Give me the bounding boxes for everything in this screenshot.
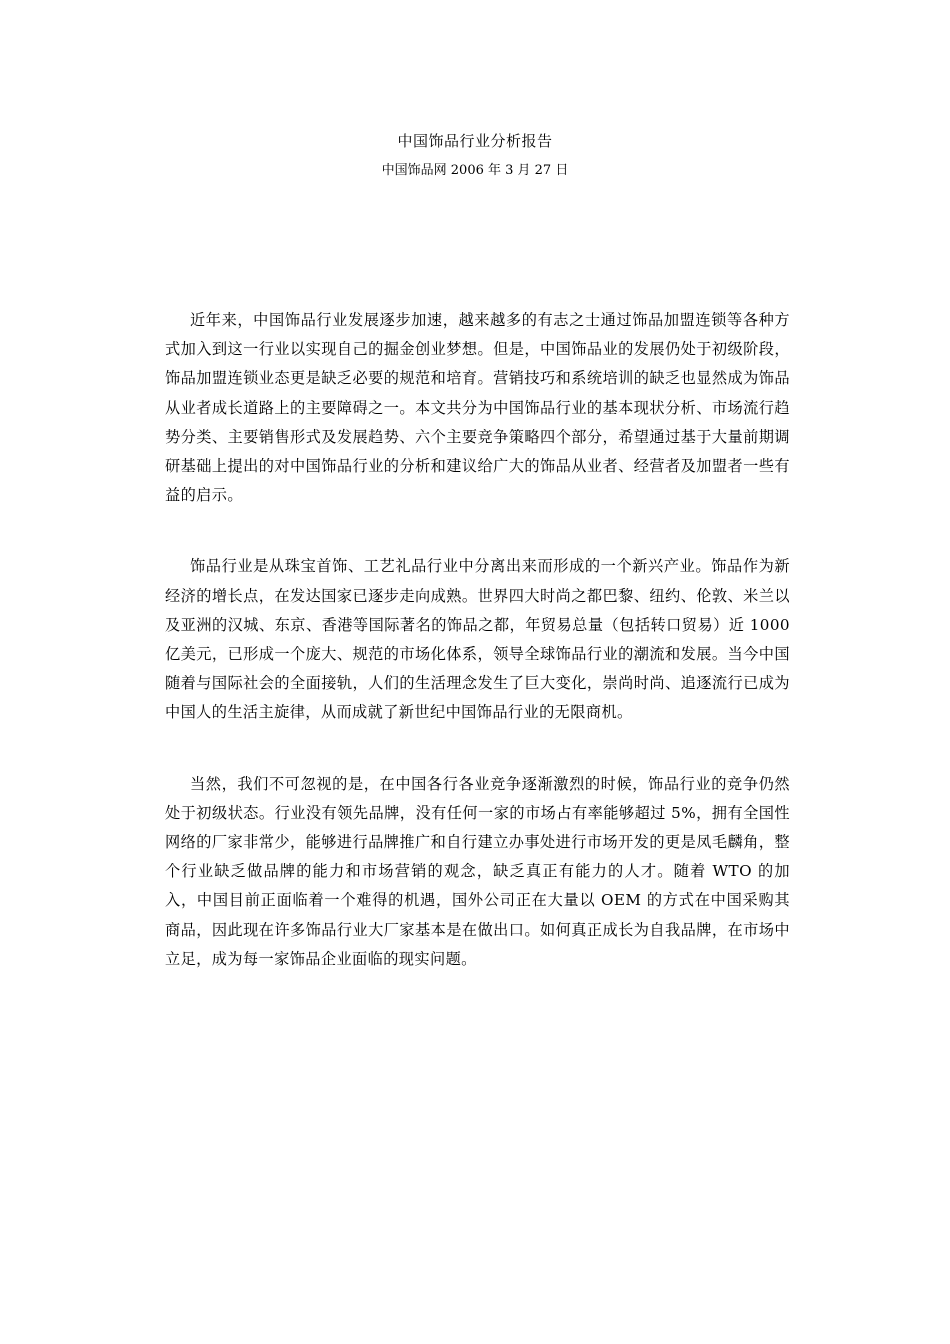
body-paragraph: 当然，我们不可忽视的是，在中国各行各业竞争逐渐激烈的时候，饰品行业的竞争仍然处于初级状态。行业没有领先品牌，没有任何一家的市场占有率能够超过 5%，拥有全国性网络的厂家非常少，能够进行品牌推广和自行建立办事处进行市场开发的更是凤毛麟角，整个行业缺乏做品牌的能力和市场营销的观念，缺乏真正有能力的人才。随着 WTO 的加入，中国目前正面临着一个难得的机遇，国外公司正在大量以 OEM 的方式在中国采购其商品，因此现在许多饰品行业大厂家基本是在做出口。如何真正成长为自我品牌，在市场中立足，成为每一家饰品企业面临的现实问题。 <box>165 774 790 968</box>
body-paragraph: 饰品行业是从珠宝首饰、工艺礼品行业中分离出来而形成的一个新兴产业。饰品作为新经济的增长点，在发达国家已逐步走向成熟。世界四大时尚之都巴黎、纽约、伦敦、米兰以及亚洲的汉城、东京、香港等国际著名的饰品之都，年贸易总量（包括转口贸易）近 1000 亿美元，已形成一个庞大、规范的市场化体系，领导全球饰品行业的潮流和发展。当今中国随着与国际社会的全面接轨，人们的生活理念发生了巨大变化，崇尚时尚、追逐流行已成为中国人的生活主旋律，从而成就了新世纪中国饰品行业的无限商机。 <box>165 557 790 722</box>
document-title: 中国饰品行业分析报告 <box>397 132 553 150</box>
document-byline: 中国饰品网 2006 年 3 月 27 日 <box>381 163 569 178</box>
body-paragraph: 近年来，中国饰品行业发展逐步加速，越来越多的有志之士通过饰品加盟连锁等各种方式加入到这一行业以实现自己的掘金创业梦想。但是，中国饰品业的发展仍处于初级阶段，饰品加盟连锁业态更是缺乏必要的规范和培育。营销技巧和系统培训的缺乏也显然成为饰品从业者成长道路上的主要障碍之一。本文共分为中国饰品行业的基本现状分析、市场流行趋势分类、主要销售形式及发展趋势、六个主要竞争策略四个部分，希望通过基于大量前期调研基础上提出的对中国饰品行业的分析和建议给广大的饰品从业者、经营者及加盟者一些有益的启示。 <box>165 311 790 505</box>
document-body <box>165 306 790 974</box>
